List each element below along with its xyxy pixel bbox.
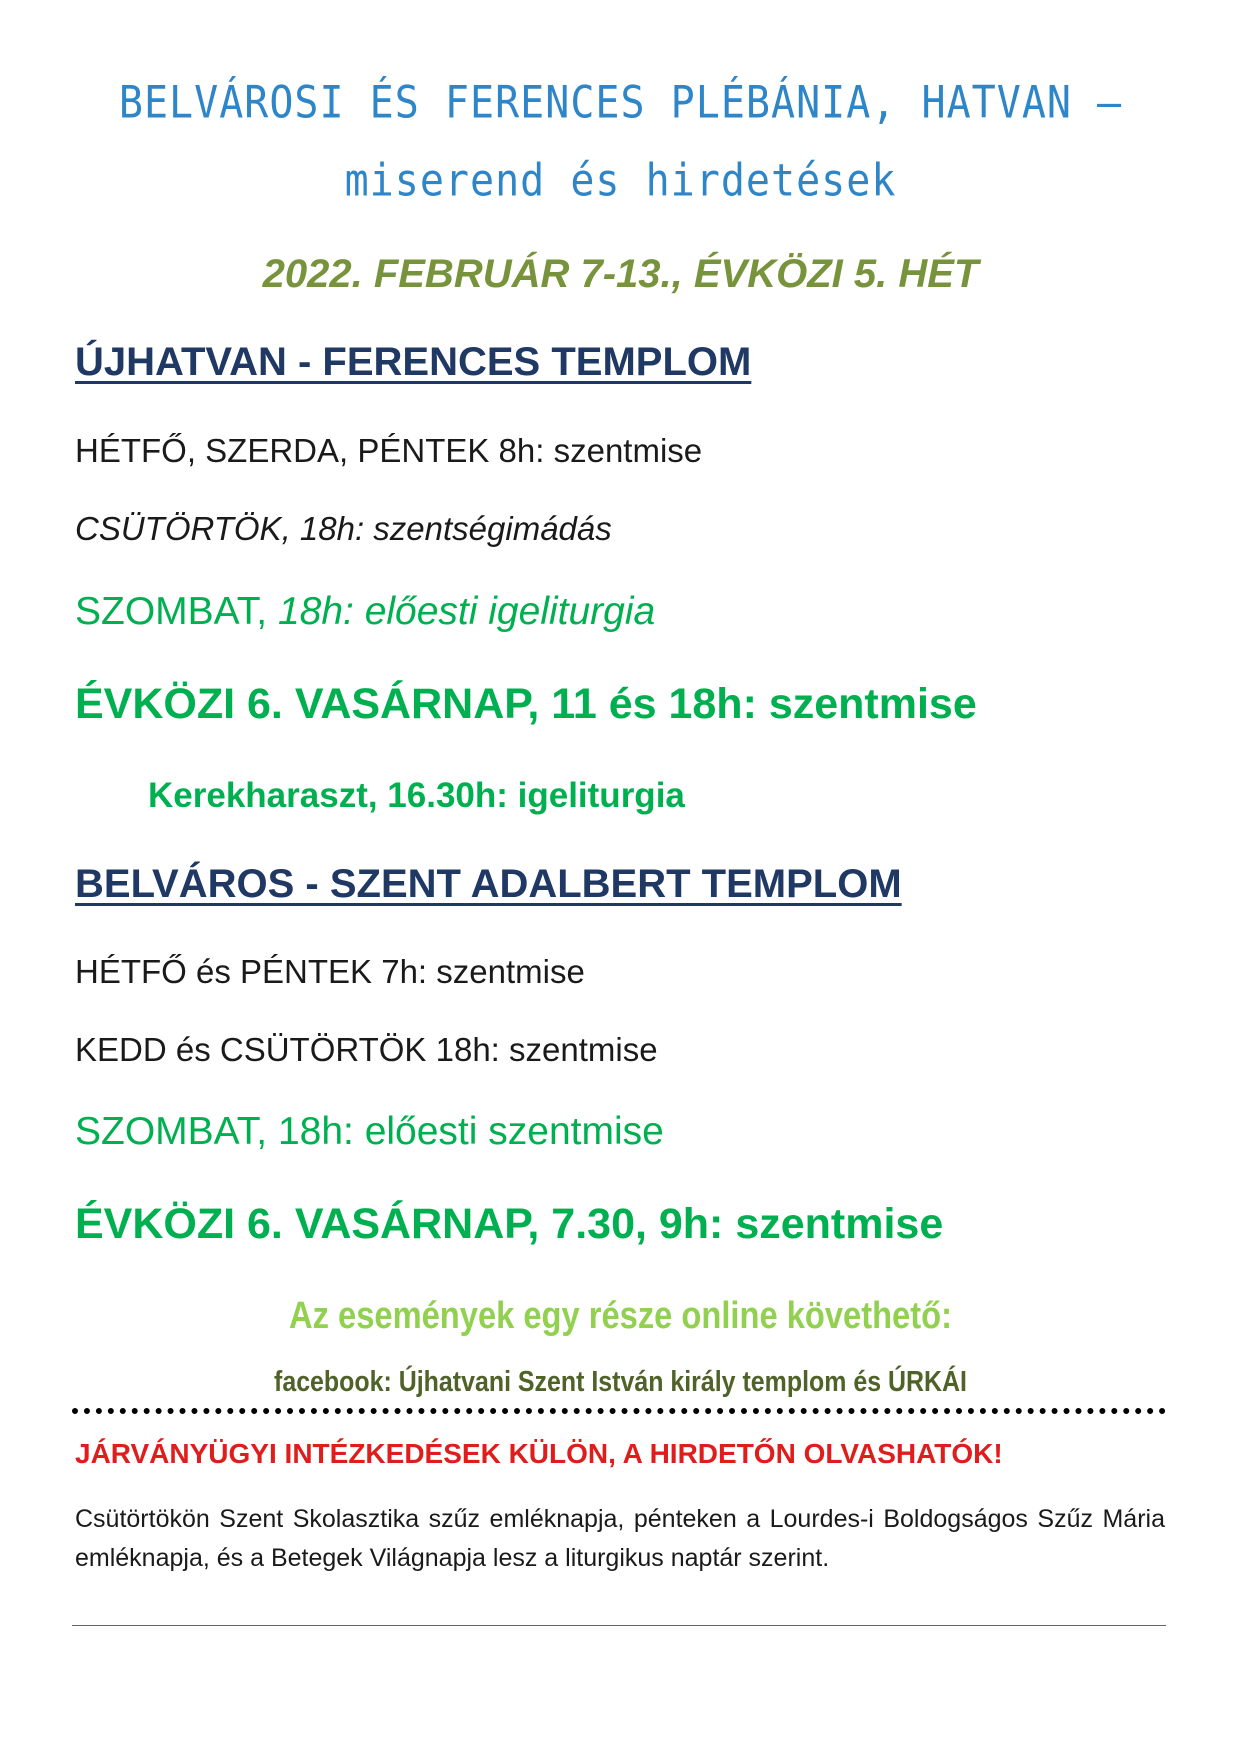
ferences-weekday-mass: HÉTFŐ, SZERDA, PÉNTEK 8h: szentmise [75, 432, 703, 469]
belvaros-saturday-mass: SZOMBAT, 18h: előesti szentmise [75, 1110, 664, 1153]
ferences-saturday-day: SZOMBAT, [75, 590, 268, 633]
ferences-sunday-mass: ÉVKÖZI 6. VASÁRNAP, 11 és 18h: szentmise [75, 680, 977, 728]
belvaros-sunday-mass: ÉVKÖZI 6. VASÁRNAP, 7.30, 9h: szentmise [75, 1200, 944, 1248]
kerekharaszt-service: Kerekharaszt, 16.30h: igeliturgia [148, 776, 685, 815]
belvaros-tue-thu-mass: KEDD és CSÜTÖRTÖK 18h: szentmise [75, 1031, 658, 1068]
parish-title: BELVÁROSI ÉS FERENCES PLÉBÁNIA, HATVAN – [118, 77, 1123, 129]
belvaros-mon-fri-mass: HÉTFŐ és PÉNTEK 7h: szentmise [75, 953, 585, 990]
belvaros-church-heading: BELVÁROS - SZENT ADALBERT TEMPLOM [75, 862, 902, 906]
dotted-divider [72, 1408, 1166, 1414]
parish-subtitle: miserend és hirdetések [344, 155, 897, 207]
epidemic-warning: JÁRVÁNYÜGYI INTÉZKEDÉSEK KÜLÖN, A HIRDETŐN OLVASHATÓK! [75, 1438, 1003, 1469]
ferences-church-heading: ÚJHATVAN - FERENCES TEMPLOM [75, 340, 752, 384]
feast-days-paragraph: Csütörtökön Szent Skolasztika szűz emléknapja, pénteken a Lourdes-i Boldogságos Szűz Mária emléknapja, és a Betegek Világnapja lesz a liturgikus naptár szerint. [75, 1505, 1165, 1572]
ferences-saturday [75, 590, 655, 634]
ferences-saturday-service: 18h: előesti igeliturgia [267, 590, 656, 633]
online-notice: Az események egy része online követhető: [289, 1295, 952, 1337]
bottom-divider [72, 1625, 1166, 1626]
ferences-thursday-adoration: CSÜTÖRTÖK, 18h: szentségimádás [75, 510, 612, 547]
week-heading: 2022. FEBRUÁR 7-13., ÉVKÖZI 5. HÉT [262, 252, 979, 296]
facebook-notice: facebook: Újhatvani Szent István király templom és ÚRKÁI [274, 1366, 967, 1398]
